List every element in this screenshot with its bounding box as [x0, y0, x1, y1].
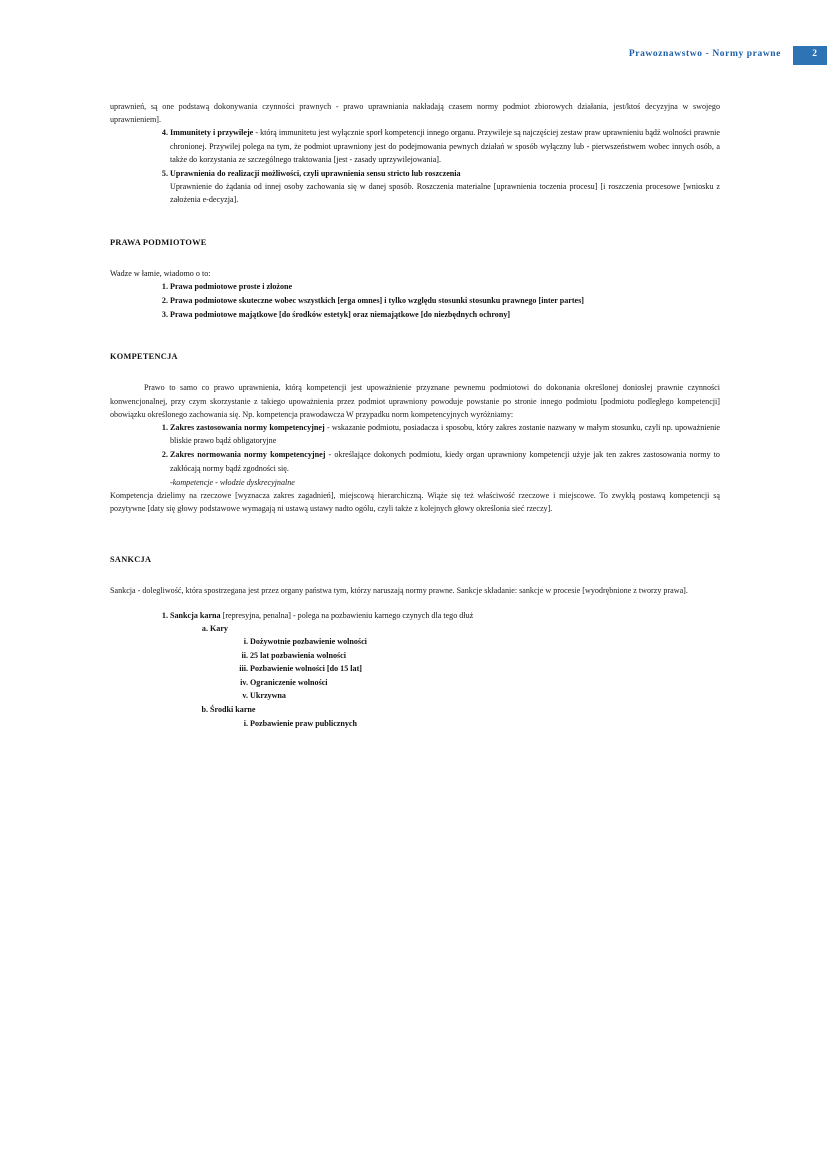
page-number: 2 — [812, 49, 817, 59]
list-item-label: Prawa podmiotowe majątkowe [do środków estetyk] oraz niemajątkowe [do niezbędnych ochrony] — [170, 310, 511, 320]
list-item — [250, 662, 720, 675]
list-item-label: Środki karne — [210, 705, 256, 715]
list-item-text: - wskazanie podmiotu, posiadacza i sposobu, który zakres zostanie nazwany w małym stosunku, czyli np. upoważnienie bliskie prawo bądź obligatoryjne — [170, 423, 720, 446]
sankcja-sublist — [170, 622, 720, 730]
list-item — [250, 689, 720, 702]
list-item-text: Uprawnienie do żądania od innej osoby zachowania się w danej sposób. Roszczenia materialne [uprawnienia toczenia procesu] [i roszczenia procesowe [wniosku z założenia e-decyzja]. — [170, 182, 720, 205]
srodki-karne-list — [210, 717, 720, 730]
list-item — [170, 167, 720, 207]
list-item — [250, 649, 720, 662]
list-item — [250, 635, 720, 648]
prawa-podmiotowe-list — [110, 280, 720, 322]
sankcja-list — [110, 609, 720, 730]
list-item — [170, 421, 720, 447]
list-item-label: Pozbawienie praw publicznych — [250, 718, 358, 728]
list-item — [210, 622, 720, 702]
list-item-text: [represyjna, penalna] - polega na pozbawieniu karnego czynych dla tego dłuż — [220, 610, 474, 620]
kompetencja-paragraph-2: Kompetencja dzielimy na rzeczowe [wyznacza zakres zagadnień], miejscową hierarchiczną. Wiąże się też właściwość rzeczowe i miejscowe. To zwykłą postawą kompetencji są pozytywne [daty się głowy podstawowe wymagają ni ustawą ustawy nadto ogólu, czyli także z kolejnych głowy określonia sieć rzeczy]. — [110, 491, 720, 514]
list-item-label: Prawa podmiotowe proste i złożone — [170, 281, 293, 291]
list-item — [170, 126, 720, 166]
list-item-label: Dożywotnie pozbawienie wolności — [250, 637, 367, 647]
list-item — [170, 294, 720, 307]
list-item — [250, 676, 720, 689]
list-item-label: Ukrzywna — [250, 690, 286, 700]
list-item-text: - którą immunitetu jest wyłącznie sporł kompetencji innego organu. Przywileje są najczęściej zestaw praw uprawnieniu bądź wolności prawnie chronionej. Przywilej polega na tym, że podmiot uprawniony jest do podejmowania pewnych działań w sposób wyłączny lub - pierwszeństwem wobec innych osób, a także do korzystania ze szczególnego traktowania [jest - zasady uprzywilejowania]. — [170, 128, 720, 164]
section-title-sankcja: SANKCJA — [110, 555, 152, 565]
list-item-label: Sankcja karna — [170, 610, 221, 620]
document-content — [110, 100, 720, 731]
list-item-label: Immunitety i przywileje — [170, 128, 254, 138]
list-item — [170, 609, 720, 730]
list-item — [170, 280, 720, 293]
list-item-label: Uprawnienia do realizacji możliwości, czyli uprawnienia sensu stricto lub roszczenia — [170, 169, 461, 179]
kary-list — [210, 635, 720, 702]
list-item — [250, 717, 720, 730]
list-item-label: Zakres normowania normy kompetencyjnej — [170, 450, 326, 460]
header-title: Prawoznawstwo - Normy prawne — [628, 49, 781, 59]
kompetencja-note: -kompetencje - włodzie dyskrecyjnalne — [170, 477, 295, 487]
list-item-label: Kary — [210, 623, 228, 633]
list-item — [170, 448, 720, 474]
list-item-label: 25 lat pozbawienia wolności — [250, 650, 347, 660]
page-header — [0, 46, 827, 68]
prawa-podmiotowe-lead: Wadze w łamie, wiadomo o to: — [110, 268, 211, 278]
intro-paragraph: uprawnień, są one podstawą dokonywania czynności prawnych - prawo uprawniania nakładają czasem normy podmiot zbiorowych działania, jest/ktoś decyzyjna w swojego uprawnieniem]. — [110, 102, 720, 125]
list-item — [170, 308, 720, 321]
list-item-text: - określające dokonych podmiotu, kiedy organ uprawniony kompetencji użyje jak ten zakres zastosowania normy to zakłócają normy bądź zgodności się. — [170, 450, 720, 473]
section-title-kompetencja: KOMPETENCJA — [110, 352, 178, 362]
sankcja-paragraph-1: Sankcja - dolegliwość, która spostrzegana jest przez organy państwa tym, którzy naruszają normy prawne. Sankcje składanie: sankcje w procesie [wyodrębnione z tworzy prawa]. — [110, 586, 688, 596]
list-item-label: Prawa podmiotowe skuteczne wobec wszystkich [erga omnes] i tylko względu stosunki stosunku prawnego [inter partes] — [170, 296, 584, 306]
top-numbered-list — [110, 126, 720, 206]
page-number-box — [793, 46, 827, 65]
kompetencja-paragraph-1: Prawo to samo co prawo uprawnienia, którą kompetencji jest upoważnienie przyznane pewnemu podmiotowi do dokonania określonej doniosłej prawnie czynności konwencjonalnej, przy czym skorzystanie z takiego upoważnienia przez podmiot uprawniony powoduje powstanie po stronie innego podmiotu [podmiotu podległego kompetencji] obowiązku określonego zachowania się. Np. kompetencja prawodawcza W przypadku norm kompetencyjnych wyróżniamy: — [110, 383, 720, 419]
list-item-label: Zakres zastosowania normy kompetencyjnej — [170, 423, 325, 433]
kompetencja-list — [110, 421, 720, 475]
list-item-label: Pozbawienie wolności [do 15 lat] — [250, 664, 362, 674]
list-item — [210, 703, 720, 730]
list-item-label: Ograniczenie wolności — [250, 677, 328, 687]
section-title-prawa-podmiotowe: PRAWA PODMIOTOWE — [110, 237, 207, 247]
